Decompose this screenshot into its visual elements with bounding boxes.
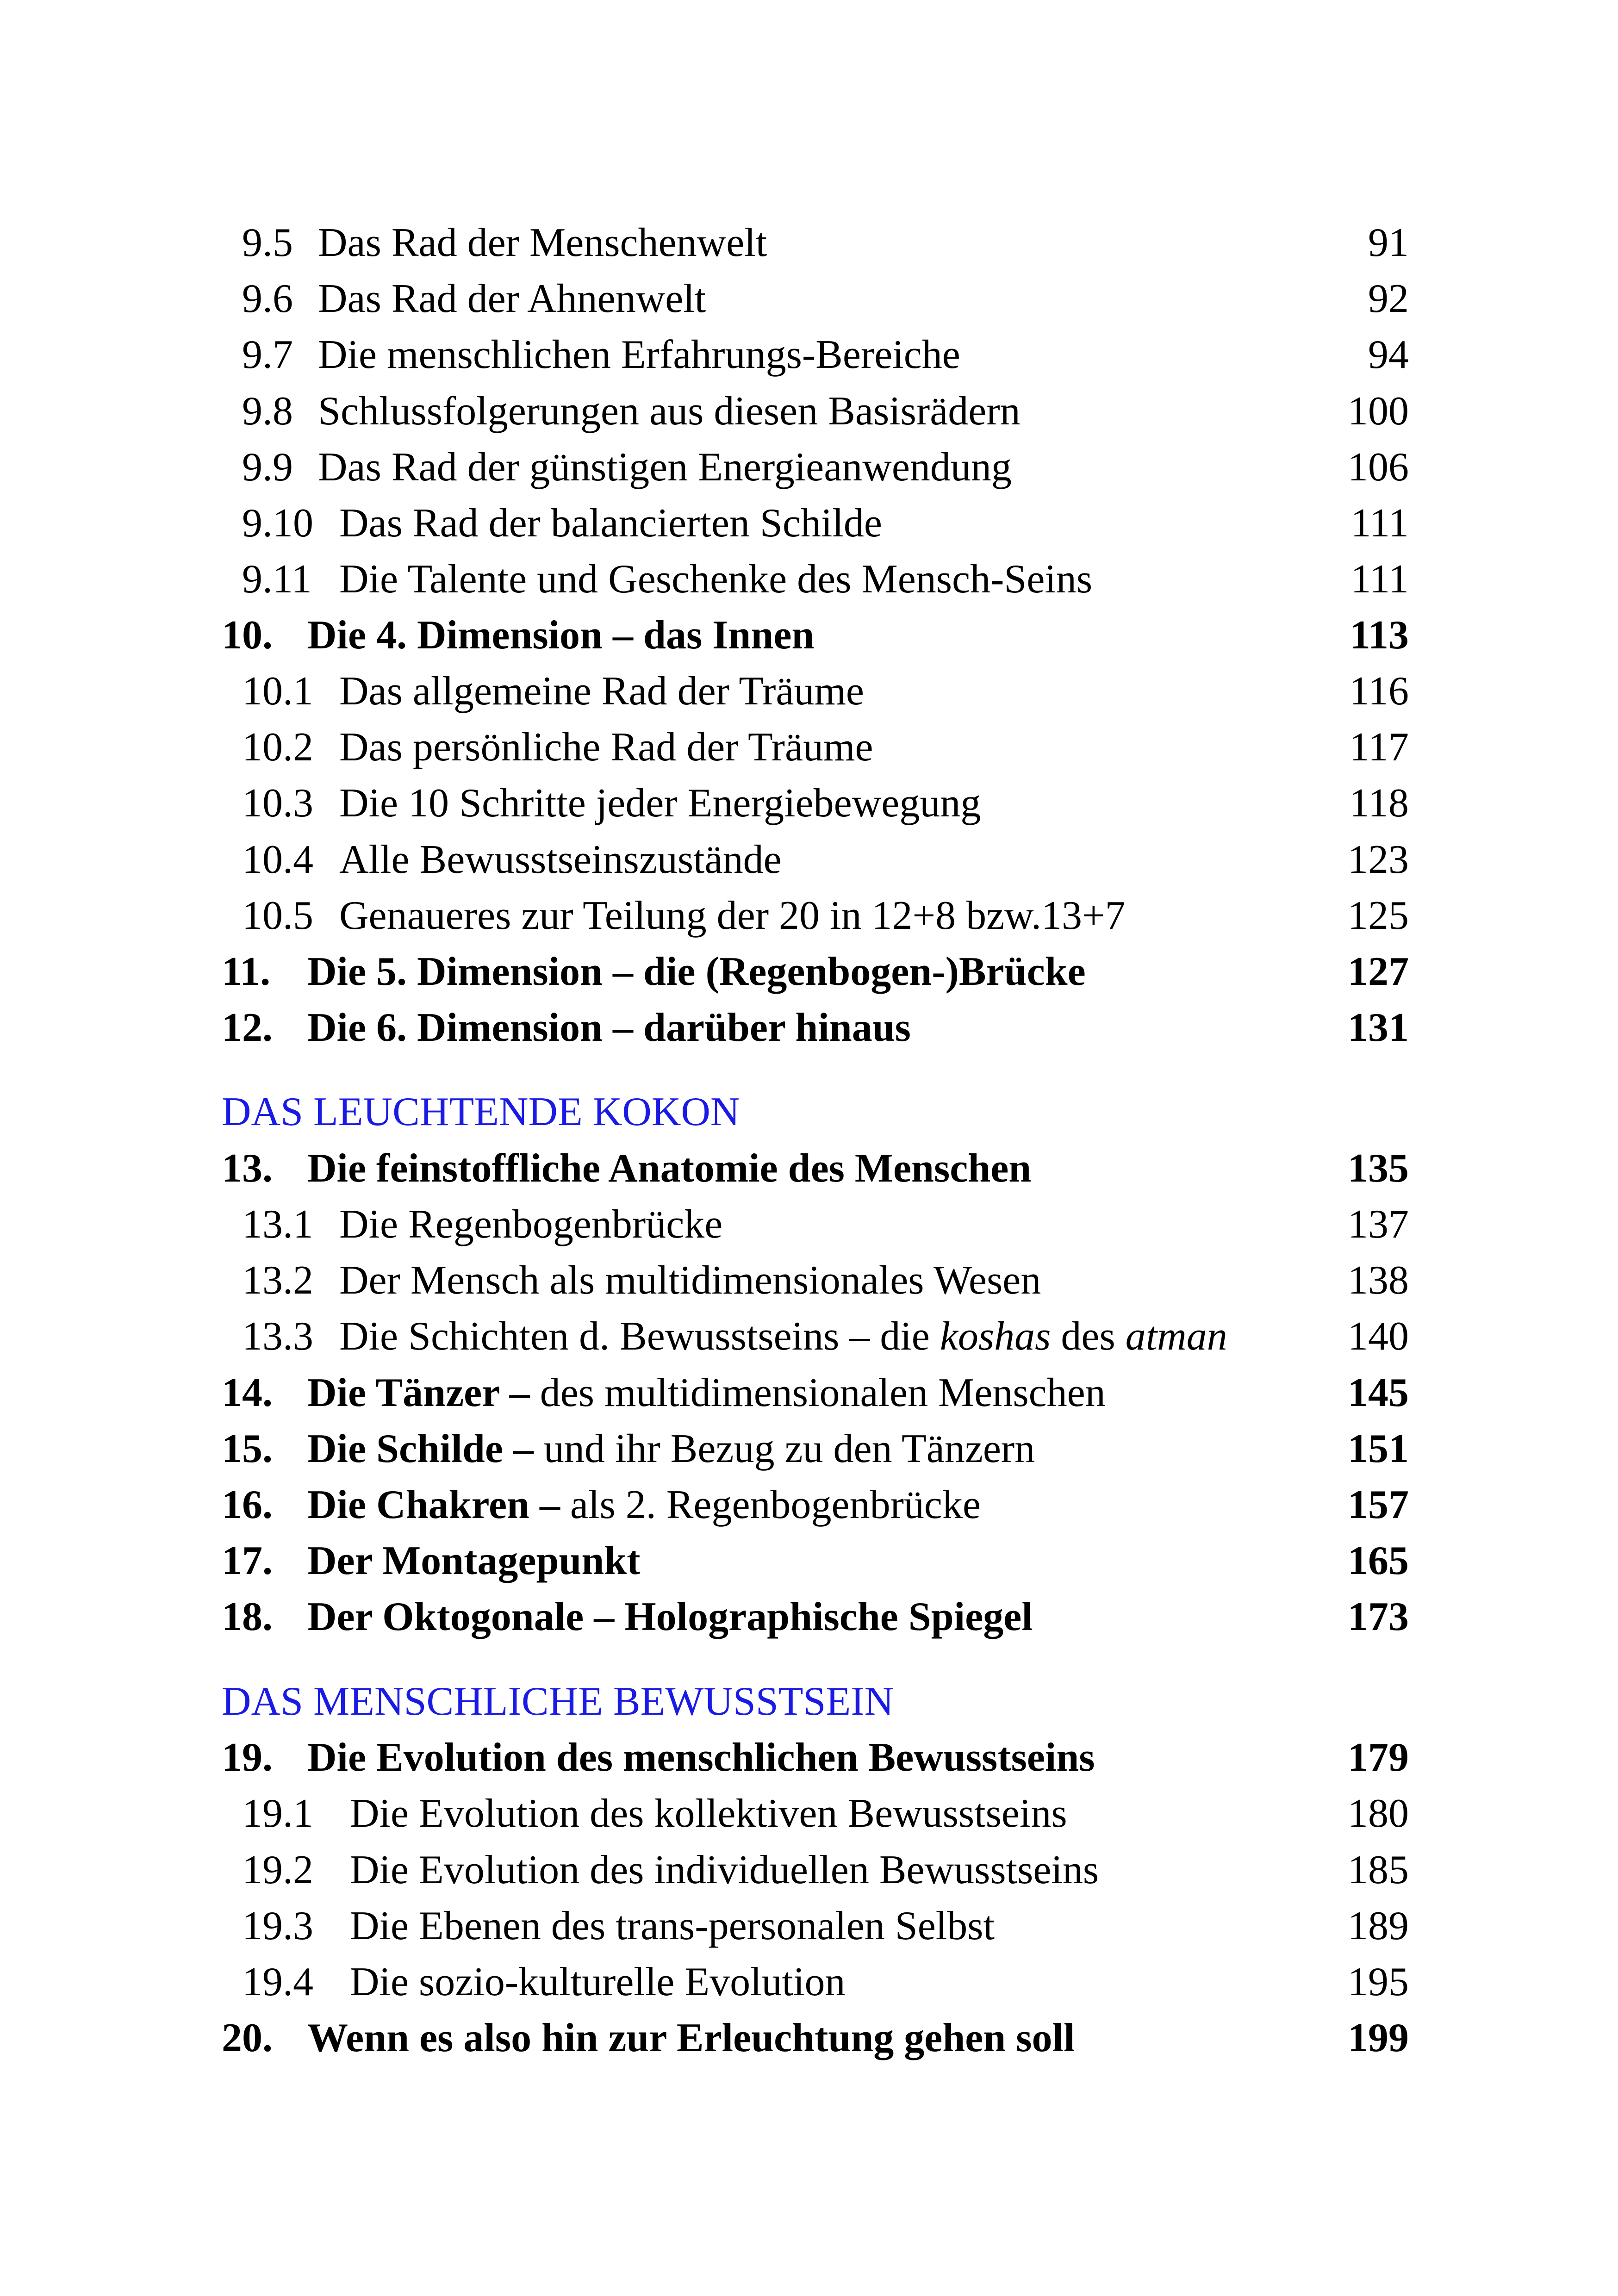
entry-page: 117	[1349, 725, 1409, 770]
entry-page: 123	[1348, 837, 1409, 882]
toc-chapter-18[interactable]	[0, 1589, 1618, 1645]
section-heading-bewusstsein	[0, 1674, 1618, 1730]
entry-title: Der Mensch als multidimensionales Wesen	[339, 1258, 1041, 1303]
toc-chapter-13[interactable]	[0, 1141, 1618, 1196]
entry-number: 13.2	[242, 1258, 313, 1303]
chapter-number: 17.	[222, 1538, 273, 1583]
section-title: DAS LEUCHTENDE KOKON	[222, 1089, 740, 1134]
entry-page: 116	[1349, 669, 1409, 714]
entry-title: Die Evolution des kollektiven Bewusstseins	[350, 1791, 1067, 1836]
title-rest: als 2. Regenbogenbrücke	[560, 1482, 981, 1527]
chapter-page: 151	[1348, 1426, 1409, 1471]
chapter-title: Die Evolution des menschlichen Bewusstseins	[307, 1735, 1095, 1780]
entry-page: 106	[1348, 445, 1409, 490]
chapter-page: 157	[1348, 1482, 1409, 1527]
toc-entry-19-3[interactable]	[0, 1898, 1618, 1954]
toc-entry-19-1[interactable]	[0, 1786, 1618, 1842]
entry-number: 9.7	[242, 332, 293, 377]
title-rest: und ihr Bezug zu den Tänzern	[533, 1426, 1035, 1471]
entry-title: Schlussfolgerungen aus diesen Basisrädern	[318, 389, 1021, 434]
entry-number: 19.1	[242, 1791, 313, 1836]
entry-number: 9.10	[242, 501, 313, 546]
toc-entry-9-11[interactable]	[0, 552, 1618, 607]
entry-page: 137	[1348, 1202, 1409, 1247]
toc-chapter-17[interactable]	[0, 1533, 1618, 1589]
chapter-title: Der Montagepunkt	[307, 1538, 641, 1583]
entry-page: 189	[1348, 1904, 1409, 1948]
chapter-number: 18.	[222, 1594, 273, 1639]
entry-title: Genaueres zur Teilung der 20 in 12+8 bzw.13+7	[339, 893, 1126, 938]
chapter-number: 10.	[222, 613, 273, 658]
chapter-page: 145	[1348, 1370, 1409, 1415]
toc-entry-13-1[interactable]	[0, 1197, 1618, 1252]
toc-entry-10-4[interactable]	[0, 832, 1618, 888]
toc-entry-13-3[interactable]	[0, 1309, 1618, 1364]
chapter-page: 113	[1350, 613, 1409, 658]
entry-title: Das Rad der balancierten Schilde	[339, 501, 882, 546]
entry-page: 94	[1368, 332, 1409, 377]
entry-page: 195	[1348, 1960, 1409, 2004]
entry-title: Die Talente und Geschenke des Mensch-Seins	[339, 557, 1093, 602]
toc-entry-10-1[interactable]	[0, 664, 1618, 719]
toc-entry-9-6[interactable]	[0, 271, 1618, 327]
entry-title: Das allgemeine Rad der Träume	[339, 669, 864, 714]
chapter-title: Die 6. Dimension – darüber hinaus	[307, 1005, 911, 1050]
chapter-page: 199	[1348, 2016, 1409, 2060]
toc-chapter-20[interactable]	[0, 2010, 1618, 2066]
toc-entry-10-2[interactable]	[0, 720, 1618, 775]
chapter-number: 15.	[222, 1426, 273, 1471]
title-bold-part: Die Schilde –	[307, 1426, 534, 1471]
title-italic-atman: atman	[1125, 1314, 1227, 1359]
entry-number: 10.1	[242, 669, 313, 714]
entry-title: Die 10 Schritte jeder Energiebewegung	[339, 781, 981, 826]
chapter-title: Die 4. Dimension – das Innen	[307, 613, 815, 658]
entry-number: 10.5	[242, 893, 313, 938]
toc-chapter-11[interactable]	[0, 944, 1618, 1000]
chapter-number: 16.	[222, 1482, 273, 1527]
chapter-page: 165	[1348, 1538, 1409, 1583]
chapter-number: 12.	[222, 1005, 273, 1050]
section-title: DAS MENSCHLICHE BEWUSSTSEIN	[222, 1679, 894, 1724]
entry-page: 118	[1349, 781, 1409, 826]
entry-page: 185	[1348, 1848, 1409, 1892]
entry-title: Die menschlichen Erfahrungs-Bereiche	[318, 332, 960, 377]
section-heading-kokon	[0, 1084, 1618, 1140]
toc-entry-13-2[interactable]	[0, 1253, 1618, 1308]
entry-page: 138	[1348, 1258, 1409, 1303]
toc-entry-19-2[interactable]	[0, 1842, 1618, 1898]
entry-title: Die Ebenen des trans-personalen Selbst	[350, 1904, 995, 1948]
chapter-title: Die feinstoffliche Anatomie des Menschen	[307, 1146, 1032, 1191]
toc-chapter-14[interactable]	[0, 1365, 1618, 1421]
title-rest: des multidimensionalen Menschen	[529, 1370, 1106, 1415]
toc-entry-9-10[interactable]	[0, 496, 1618, 551]
toc-chapter-16[interactable]	[0, 1477, 1618, 1533]
entry-title: Das Rad der Ahnenwelt	[318, 276, 706, 321]
toc-chapter-10[interactable]	[0, 608, 1618, 663]
entry-number: 9.6	[242, 276, 293, 321]
toc-entry-19-4[interactable]	[0, 1954, 1618, 2010]
toc-entry-9-7[interactable]	[0, 327, 1618, 383]
chapter-page: 127	[1348, 949, 1409, 994]
chapter-page: 179	[1348, 1735, 1409, 1780]
toc-chapter-19[interactable]	[0, 1730, 1618, 1786]
chapter-title: Wenn es also hin zur Erleuchtung gehen soll	[307, 2016, 1075, 2060]
title-bold-part: Die Tänzer –	[307, 1370, 530, 1415]
toc-chapter-15[interactable]	[0, 1421, 1618, 1477]
entry-number: 19.4	[242, 1960, 313, 2004]
entry-number: 19.3	[242, 1904, 313, 1948]
entry-page: 180	[1348, 1791, 1409, 1836]
toc-entry-10-3[interactable]	[0, 776, 1618, 831]
entry-title	[339, 1309, 1227, 1364]
chapter-page: 131	[1348, 1005, 1409, 1050]
entry-number: 9.8	[242, 389, 293, 434]
entry-page: 125	[1348, 893, 1409, 938]
entry-title: Das persönliche Rad der Träume	[339, 725, 873, 770]
chapter-page: 173	[1348, 1594, 1409, 1639]
title-part: des	[1051, 1314, 1126, 1359]
entry-page: 111	[1350, 501, 1409, 546]
chapter-title: Der Oktogonale – Holographische Spiegel	[307, 1594, 1033, 1639]
entry-number: 9.11	[242, 557, 312, 602]
toc-entry-9-8[interactable]	[0, 384, 1618, 439]
entry-page: 111	[1350, 557, 1409, 602]
chapter-number: 13.	[222, 1146, 273, 1191]
entry-page: 100	[1348, 389, 1409, 434]
chapter-number: 19.	[222, 1735, 273, 1780]
toc-entry-10-5[interactable]	[0, 888, 1618, 944]
title-part: Die Schichten d. Bewusstseins – die	[339, 1314, 940, 1359]
entry-title: Das Rad der günstigen Energieanwendung	[318, 445, 1012, 490]
title-bold-part: Die Chakren –	[307, 1482, 560, 1527]
toc-entry-9-9[interactable]	[0, 440, 1618, 495]
entry-title: Die Evolution des individuellen Bewusstseins	[350, 1848, 1099, 1892]
chapter-number: 14.	[222, 1370, 273, 1415]
chapter-page: 135	[1348, 1146, 1409, 1191]
chapter-number: 11.	[222, 949, 271, 994]
entry-number: 13.1	[242, 1202, 313, 1247]
entry-number: 9.9	[242, 445, 293, 490]
entry-title: Die Regenbogenbrücke	[339, 1202, 723, 1247]
entry-title: Alle Bewusstseinszustände	[339, 837, 782, 882]
chapter-title	[307, 1421, 1035, 1477]
entry-number: 9.5	[242, 220, 293, 265]
toc-chapter-12[interactable]	[0, 1000, 1618, 1056]
entry-page: 92	[1368, 276, 1409, 321]
entry-title: Das Rad der Menschenwelt	[318, 220, 767, 265]
toc-entry-9-5[interactable]	[0, 215, 1618, 271]
entry-title: Die sozio-kulturelle Evolution	[350, 1960, 846, 2004]
chapter-number: 20.	[222, 2016, 273, 2060]
chapter-title	[307, 1365, 1106, 1421]
entry-number: 10.2	[242, 725, 313, 770]
title-italic-koshas: koshas	[940, 1314, 1051, 1359]
entry-number: 13.3	[242, 1314, 313, 1359]
entry-page: 91	[1368, 220, 1409, 265]
entry-number: 10.3	[242, 781, 313, 826]
entry-number: 10.4	[242, 837, 313, 882]
entry-number: 19.2	[242, 1848, 313, 1892]
entry-page: 140	[1348, 1314, 1409, 1359]
chapter-title	[307, 1477, 981, 1533]
chapter-title: Die 5. Dimension – die (Regenbogen-)Brücke	[307, 949, 1086, 994]
